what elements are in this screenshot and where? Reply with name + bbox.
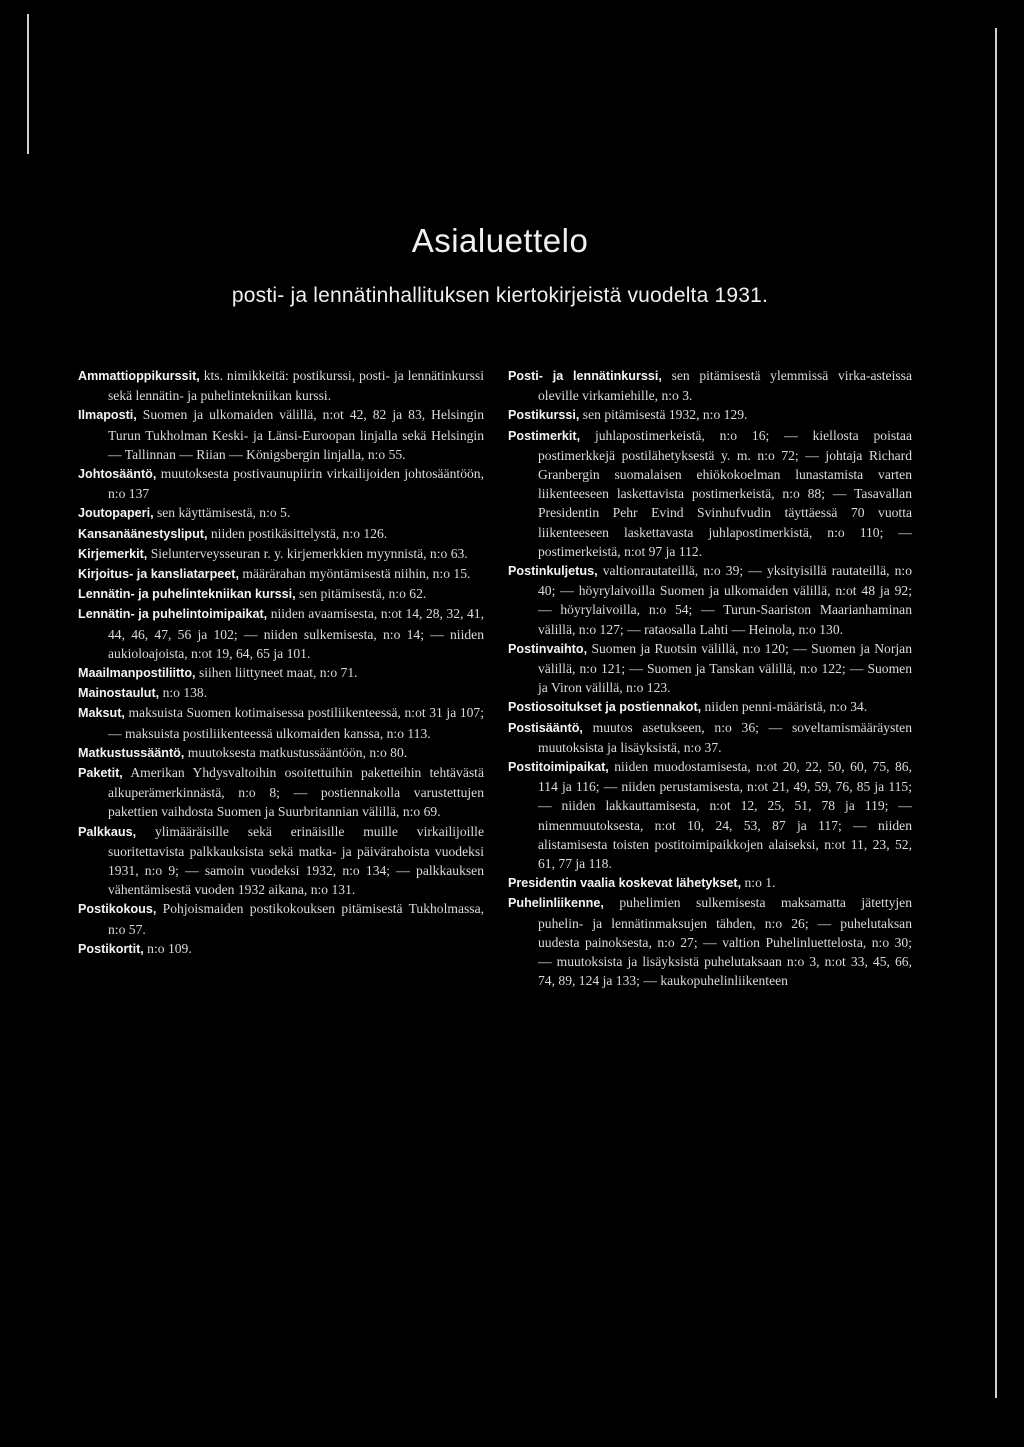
left-column <box>78 366 484 959</box>
entry-text: niiden penni-määristä, n:o 34. <box>701 699 868 715</box>
entry-heading: Kirjoitus- ja kansliatarpeet, <box>78 567 239 582</box>
index-entry <box>78 939 484 959</box>
entry-text: Suomen ja Ruotsin välillä, n:o 120; — Suomen ja Norjan välillä, n:o 121; — Suomen ja Tanskan välillä, n:o 122; — Suomen ja Viron välillä, n:o 123. <box>538 640 912 696</box>
entry-text: Sielunterveysseuran r. y. kirjemerkkien myynnistä, n:o 63. <box>147 545 468 561</box>
index-entry <box>78 524 484 544</box>
entry-text: sen pitämisestä 1932, n:o 129. <box>579 407 748 423</box>
entry-heading: Kansanäänestysliput, <box>78 526 208 541</box>
entry-heading: Postikortit, <box>78 941 144 956</box>
right-column <box>508 366 912 991</box>
index-entry <box>508 697 912 717</box>
entry-heading: Matkustussääntö, <box>78 745 185 760</box>
index-entry <box>78 604 484 663</box>
entry-heading: Lennätin- ja puhelintekniikan kurssi, <box>78 587 296 602</box>
index-entry <box>508 718 912 757</box>
entry-text: muutos asetukseen, n:o 36; — soveltamismääräysten muutoksista ja lisäyksistä, n:o 37. <box>538 719 912 755</box>
index-entry <box>78 405 484 464</box>
entry-heading: Postiosoitukset ja postiennakot, <box>508 700 702 715</box>
index-entry <box>78 763 484 822</box>
entry-text: muutoksesta postivaunupiirin virkailijoiden johtosääntöön, n:o 137 <box>108 466 484 502</box>
entry-heading: Joutopaperi, <box>78 506 154 521</box>
index-entry <box>78 703 484 742</box>
entry-heading: Mainostaulut, <box>78 686 160 701</box>
entry-text: ylimääräisille sekä erinäisille muille virkailijoille suoritettavista palkkauksista sekä matka- ja päivärahoista vuodeksi 1931, n:o 9; — samoin vuodeksi 1932, n:o 134; — palkkauksen vähentämisestä vuoden 1932 aikana, n:o 131. <box>108 823 484 898</box>
entry-heading: Postinkuljetus, <box>508 564 598 579</box>
index-entry <box>508 893 912 990</box>
entry-text: muutoksesta matkustussääntöön, n:o 80. <box>184 744 408 760</box>
entry-heading: Ilmaposti, <box>78 408 137 423</box>
index-entry <box>508 561 912 639</box>
entry-text: siihen liittyneet maat, n:o 71. <box>195 665 358 681</box>
entry-text: Suomen ja ulkomaiden välillä, n:ot 42, 82 ja 83, Helsingin Turun Tukholman Keski- ja Länsi-Euroopan linjalla sekä Helsingin — Tallinnan — Riian — Königsbergin linjalla, n:o 55. <box>108 407 484 462</box>
entry-heading: Postikokous, <box>78 902 157 917</box>
index-entry <box>508 639 912 698</box>
entry-heading: Ammattioppikurssit, <box>78 369 200 383</box>
entry-heading: Postinvaihto, <box>508 641 588 656</box>
entry-text: puhelimien sulkemisesta maksamatta jätettyjen puhelin- ja lennätinmaksujen tähden, n:o 26; — puhelutaksan uudesta painoksesta, n:o 27; — valtion Puhelinluettelosta, n:o 30; — muutoksista ja lisäyksistä puhelutaksaan n:o 3, n:ot 33, 45, 66, 74, 89, 124 ja 133; — kaukopuhelinliikenteen <box>538 895 912 989</box>
entry-text: kts. nimikkeitä: postikurssi, posti- ja lennätinkurssi sekä lennätin- ja puhelintekniikan kurssi. <box>108 368 484 404</box>
index-entry <box>78 822 484 900</box>
entry-text: määrärahan myöntämisestä niihin, n:o 15. <box>238 566 471 582</box>
index-entry <box>508 366 912 405</box>
entry-heading: Posti- ja lennätinkurssi, <box>508 369 662 383</box>
entry-heading: Maksut, <box>78 706 125 721</box>
index-entry <box>78 743 484 763</box>
entry-text: sen pitämisestä ylemmissä virka-asteissa oleville virkamiehille, n:o 3. <box>538 368 912 404</box>
entry-text: n:o 1. <box>741 875 776 891</box>
index-entry <box>78 899 484 938</box>
entry-heading: Puhelinliikenne, <box>508 896 604 911</box>
entry-heading: Palkkaus, <box>78 824 137 839</box>
entry-text: valtionrautateillä, n:o 39; — yksityisillä rautateillä, n:o 40; — höyrylaivoilla Suomen ja ulkomaiden välillä, n:ot 48 ja 92; — höyrylaivoilla, n:o 54; — Turun-Saariston Maarianhaminan välillä, n:o 127; — rataosalla Lahti — Heinola, n:o 130. <box>538 563 912 637</box>
entry-heading: Maailmanpostiliitto, <box>78 666 196 681</box>
index-entry <box>78 564 484 584</box>
entry-text: niiden postikäsittelystä, n:o 126. <box>207 525 388 541</box>
entry-text: juhlapostimerkeistä, n:o 16; — kiellosta poistaa postimerkkejä postilähetyksestä y. m. n:o 72; — johtaja Richard Granbergin suomalaisen ehiökokoelman lunastamista varten liikenteeseen laskettavista postimerkeistä, n:o 88; — Tasavallan Presidentin Pehr Evind Svinhufvudin täyttäessä 70 vuotta liikenteeseen laskettavasta juhlapostimerkistä, n:o 110; — postimerkeistä, n:ot 97 ja 112. <box>538 427 912 559</box>
entry-text: Amerikan Yhdysvaltoihin osoitettuihin paketteihin tehtävästä alkuperämerkinnästä, n:o 8; — postiennakolla varustettujen pakettien vaihdosta Suomen ja Suurbritannian välillä, n:o 69. <box>108 765 484 820</box>
index-entry <box>78 663 484 683</box>
index-entry <box>78 544 484 564</box>
entry-heading: Johtosääntö, <box>78 467 157 482</box>
entry-text: maksuista Suomen kotimaisessa postiliikenteessä, n:ot 31 ja 107; — maksuista postiliikenteessä ulkomaiden kanssa, n:o 113. <box>108 705 484 741</box>
entry-text: n:o 138. <box>159 685 208 701</box>
entry-text: Pohjoismaiden postikokouksen pitämisestä Tukholmassa, n:o 57. <box>108 901 484 937</box>
entry-heading: Lennätin- ja puhelintoimipaikat, <box>78 607 268 622</box>
index-entry <box>78 584 484 604</box>
page-subtitle: posti- ja lennätinhallituksen kiertokirjeistä vuodelta 1931. <box>231 284 769 307</box>
index-entry <box>78 366 484 405</box>
entry-heading: Kirjemerkit, <box>78 546 148 561</box>
index-entry <box>78 683 484 703</box>
entry-heading: Presidentin vaalia koskevat lähetykset, <box>508 876 742 891</box>
index-entry <box>78 464 484 503</box>
entry-text: niiden muodostamisesta, n:ot 20, 22, 50, 60, 75, 86, 114 ja 116; — niiden perustamisesta, n:ot 21, 49, 59, 76, 85 ja 115; — niiden lakkauttamisesta, n:ot 12, 25, 51, 78 ja 119; — nimenmuutoksesta, n:ot 10, 24, 53, 87 ja 117; — niiden alistamisesta toisten postitoimipaikkojen alaiseksi, n:ot 11, 23, 52, 61, 77 ja 118. <box>538 759 912 872</box>
index-entry <box>508 873 912 893</box>
entry-text: sen käyttämisestä, n:o 5. <box>153 505 291 521</box>
entry-text: sen pitämisestä, n:o 62. <box>295 586 427 602</box>
index-entry <box>508 426 912 561</box>
entry-heading: Postikurssi, <box>508 408 580 423</box>
page-title: Asialuettelo <box>411 222 589 259</box>
index-entry <box>508 405 912 425</box>
entry-heading: Postitoimipaikat, <box>508 760 609 775</box>
entry-heading: Postisääntö, <box>508 720 583 735</box>
page-edge-left <box>27 14 29 154</box>
entry-text: n:o 109. <box>143 940 192 956</box>
entry-heading: Postimerkit, <box>508 428 581 443</box>
index-entry <box>508 757 912 873</box>
index-entry <box>78 503 484 523</box>
entry-text: niiden avaamisesta, n:ot 14, 28, 32, 41, 44, 46, 47, 56 ja 102; — niiden sulkemisesta, n:o 14; — niiden aukioloajoista, n:ot 19, 64, 65 ja 101. <box>108 606 484 661</box>
entry-heading: Paketit, <box>78 766 123 781</box>
